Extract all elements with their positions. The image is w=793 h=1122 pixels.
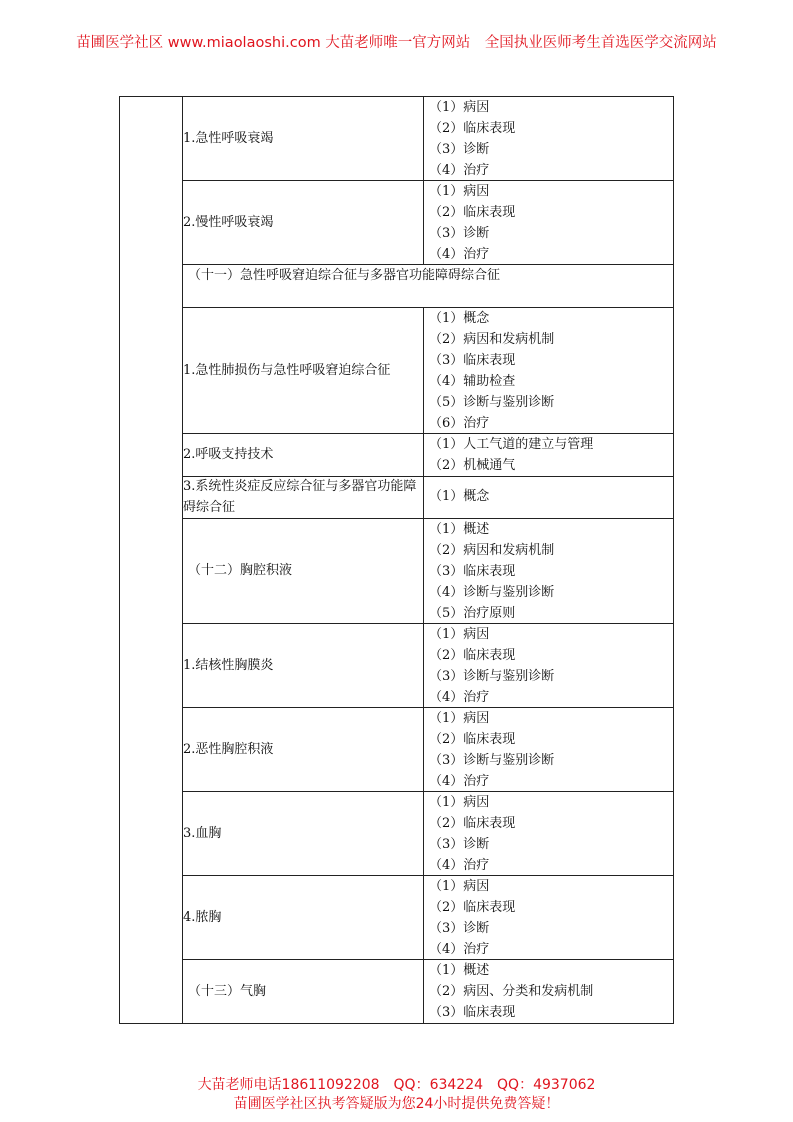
points-cell	[429, 434, 669, 476]
point-item: （1）病因	[429, 879, 490, 894]
point-item: （1）概述	[429, 522, 490, 537]
point-item: （2）临床表现	[429, 900, 516, 915]
points-cell	[429, 708, 669, 792]
point-item: （3）临床表现	[429, 1005, 516, 1020]
section-heading: （十一）急性呼吸窘迫综合征与多器官功能障碍综合征	[188, 268, 501, 283]
point-item: （2）临床表现	[429, 732, 516, 747]
footer-service-line: 苗圃医学社区执考答疑版为您24小时提供免费答疑！	[233, 1096, 560, 1112]
topic-cell	[183, 96, 424, 180]
points-cell	[429, 960, 669, 1023]
table-border-left	[119, 96, 120, 1024]
topic-label: 3.血胸	[183, 825, 222, 841]
point-item: （3）诊断与鉴别诊断	[429, 753, 555, 768]
points-cell	[429, 486, 669, 507]
point-item: （2）临床表现	[429, 816, 516, 831]
point-item: （1）概念	[429, 489, 490, 504]
points-cell	[429, 181, 669, 265]
table-border-bottom	[119, 1023, 674, 1024]
section-heading: （十二）胸腔积液	[188, 563, 293, 578]
point-item: （5）诊断与鉴别诊断	[429, 395, 555, 410]
topic-label: 3.系统性炎症反应综合征与多器官功能障碍综合征	[183, 479, 417, 515]
footer-contact-line: 大苗老师电话18611092208 QQ：634224 QQ：4937062	[197, 1077, 596, 1093]
point-item: （3）诊断	[429, 837, 490, 852]
topic-cell	[183, 307, 424, 433]
topic-label: 2.慢性呼吸衰竭	[183, 214, 274, 230]
point-item: （3）诊断	[429, 226, 490, 241]
topic-cell	[183, 623, 424, 707]
point-item: （1）病因	[429, 711, 490, 726]
topic-label: 4.脓胸	[183, 909, 222, 925]
topic-label: 2.呼吸支持技术	[183, 447, 274, 462]
points-cell	[429, 519, 669, 624]
topic-cell	[183, 707, 424, 791]
point-item: （4）治疗	[429, 247, 490, 262]
points-cell	[429, 624, 669, 708]
point-item: （4）治疗	[429, 942, 490, 957]
point-item: （4）治疗	[429, 858, 490, 873]
topic-label: 2.恶性胸腔积液	[183, 741, 274, 757]
point-item: （3）诊断	[429, 921, 490, 936]
points-cell	[429, 308, 669, 434]
point-item: （3）临床表现	[429, 353, 516, 368]
point-item: （4）辅助检查	[429, 374, 516, 389]
point-item: （1）病因	[429, 795, 490, 810]
topic-cell	[183, 875, 424, 959]
point-item: （3）临床表现	[429, 564, 516, 579]
topic-cell	[183, 433, 424, 476]
page-header: 苗圃医学社区 www.miaolaoshi.com 大苗老师唯一官方网站 全国执业医师考生首选医学交流网站	[76, 35, 717, 51]
point-item: （2）病因和发病机制	[429, 332, 555, 347]
point-item: （2）机械通气	[429, 458, 516, 473]
point-item: （4）治疗	[429, 163, 490, 178]
page-footer	[0, 1076, 793, 1114]
point-item: （2）病因、分类和发病机制	[429, 984, 594, 999]
point-item: （1）病因	[429, 100, 490, 115]
section-cell	[183, 959, 429, 1023]
point-item: （2）临床表现	[429, 121, 516, 136]
point-item: （4）治疗	[429, 690, 490, 705]
points-cell	[429, 792, 669, 876]
point-item: （2）病因和发病机制	[429, 543, 555, 558]
point-item: （5）治疗原则	[429, 606, 516, 621]
section-heading: （十三）气胸	[188, 983, 267, 999]
point-item: （1）病因	[429, 184, 490, 199]
point-item: （2）临床表现	[429, 205, 516, 220]
topic-label: 1.急性肺损伤与急性呼吸窘迫综合征	[183, 362, 391, 378]
point-item: （3）诊断与鉴别诊断	[429, 669, 555, 684]
point-item: （1）病因	[429, 627, 490, 642]
topic-cell	[183, 180, 424, 264]
points-cell	[429, 876, 669, 960]
topic-cell	[183, 476, 424, 518]
topic-cell	[183, 791, 424, 875]
point-item: （4）诊断与鉴别诊断	[429, 585, 555, 600]
point-item: （1）人工气道的建立与管理	[429, 437, 594, 452]
point-item: （1）概念	[429, 311, 490, 326]
topic-label: 1.结核性胸膜炎	[183, 657, 274, 673]
topic-label: 1.急性呼吸衰竭	[183, 130, 274, 146]
point-item: （1）概述	[429, 963, 490, 978]
point-item: （4）治疗	[429, 774, 490, 789]
table-border-right	[673, 96, 674, 1024]
point-item: （6）治疗	[429, 416, 490, 431]
point-item: （2）临床表现	[429, 648, 516, 663]
point-item: （3）诊断	[429, 142, 490, 157]
points-cell	[429, 97, 669, 181]
section-cell	[183, 518, 429, 623]
